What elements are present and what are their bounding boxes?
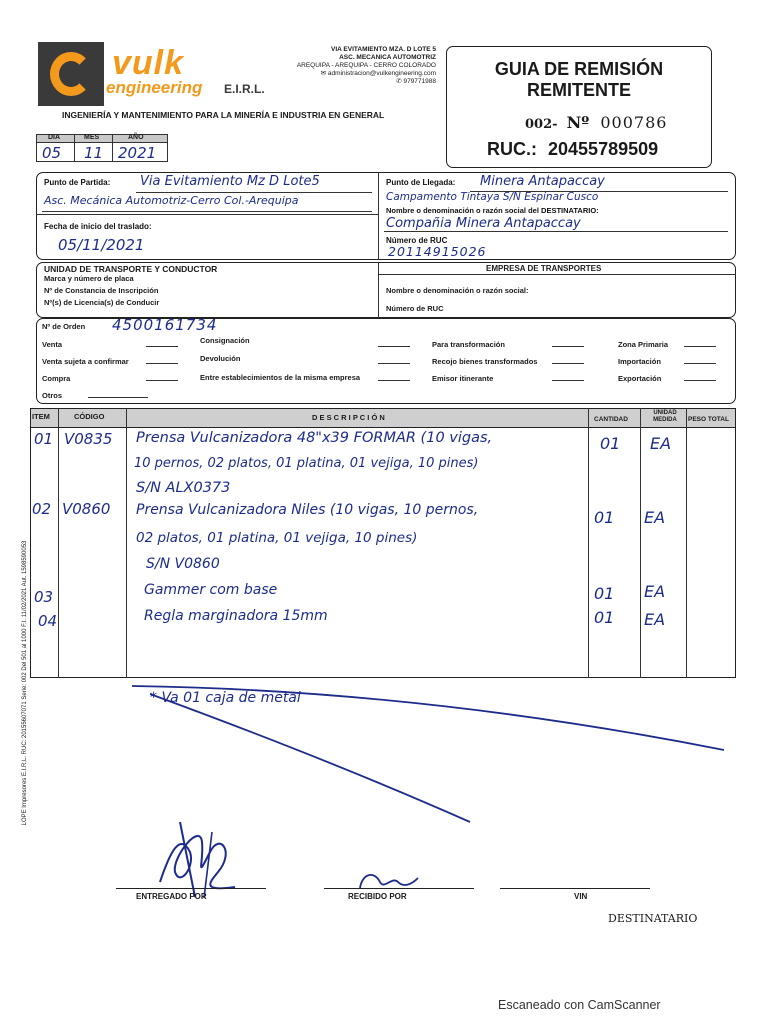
zona-primaria-label: Zona Primaria	[618, 340, 669, 349]
row-3-desc-1: Gammer com base	[144, 582, 278, 598]
compra-label: Compra	[42, 374, 71, 383]
licencia-label: Nº(s) de Licencia(s) de Conducir	[44, 298, 160, 307]
fecha-value: 05/11/2021	[58, 236, 145, 254]
phone-icon: ✆	[396, 78, 404, 85]
entregado-label: ENTREGADO POR	[136, 892, 207, 901]
row-2-cantidad: 01	[594, 508, 615, 527]
row-1-codigo: V0835	[64, 430, 113, 448]
venta-label: Venta	[42, 340, 63, 349]
recibido-label: RECIBIDO POR	[348, 892, 407, 901]
header-item: ITEM	[32, 412, 50, 421]
logo-word-2: engineering	[106, 78, 203, 97]
company-tagline: INGENIERÍA Y MANTENIMIENTO PARA LA MINERÍA E INDUSTRIA EN GENERAL	[62, 110, 385, 120]
row-4-cantidad: 01	[594, 608, 615, 627]
mes-label: MES	[84, 134, 100, 141]
llegada-line-1: Minera Antapaccay	[480, 174, 605, 189]
destinatario-value: Compañia Minera Antapaccay	[386, 216, 581, 231]
header-descripcion: D E S C R I P C I Ó N	[312, 413, 385, 422]
partida-label: Punto de Partida:	[44, 178, 111, 187]
number-sign: Nº	[566, 113, 590, 132]
empresa-nombre-label: Nombre o denominación o razón social:	[386, 286, 529, 295]
row-1-cantidad: 01	[600, 434, 621, 453]
row-1-desc-3: S/N ALX0373	[136, 480, 231, 496]
row-2-unidad: EA	[644, 508, 666, 527]
ruc-destinatario-value: 20114915026	[388, 244, 487, 259]
side-print: LOPE Impresores E.I.R.L. RUC: 20155607071 Serie: 002 Del 501 al 1000 F.I. 11/02/2021 Aut. 1598590053	[22, 540, 28, 826]
importacion-label: Importación	[618, 357, 661, 366]
row-4-desc-1: Regla marginadora 15mm	[144, 608, 328, 624]
row-3-item: 03	[34, 588, 54, 606]
row-2-codigo: V0860	[62, 500, 111, 518]
copy-label: DESTINATARIO	[608, 912, 698, 925]
address-line-3: AREQUIPA - AREQUIPA - CERRO COLORADO	[296, 62, 436, 69]
mail-icon: ✉	[320, 70, 328, 77]
row-4-item: 04	[38, 612, 58, 630]
inscripcion-label: Nº de Constancia de Inscripción	[44, 286, 159, 295]
empresa-ruc-label: Número de RUC	[386, 304, 444, 313]
llegada-label: Punto de Llegada:	[386, 178, 456, 187]
date-anio: 2021	[118, 144, 157, 162]
row-1-desc-1: Prensa Vulcanizadora 48"x39 FORMAR (10 vigas,	[136, 430, 493, 446]
serie: 002-	[525, 117, 558, 132]
partida-line-2: Asc. Mecánica Automotriz-Cerro Col.-Arequipa	[44, 194, 299, 207]
document-title: GUIA DE REMISIÓN	[494, 59, 664, 79]
ruc-value: 20455789509	[548, 139, 659, 159]
vin-label: VIN	[574, 892, 588, 901]
orden-label: Nº de Orden	[42, 322, 86, 331]
marca-label: Marca y número de placa	[44, 274, 134, 283]
consignacion-label: Consignación	[200, 336, 250, 345]
empresa-title: EMPRESA DE TRANSPORTES	[486, 264, 602, 273]
address-line-2: ASC. MECANICA AUTOMOTRIZ	[339, 54, 436, 61]
devolucion-label: Devolución	[200, 354, 241, 363]
address-line-1: VIA EVITAMIENTO MZA. D LOTE 5	[331, 46, 436, 53]
document-subtitle: REMITENTE	[526, 80, 631, 100]
row-2-desc-3: S/N V0860	[146, 556, 220, 572]
entre-establecimientos-label: Entre establecimientos de la misma empresa	[200, 373, 361, 382]
ruc-destinatario-label: Número de RUC	[386, 236, 448, 245]
row-2-item: 02	[32, 500, 52, 518]
emisor-label: Emisor itinerante	[432, 374, 494, 383]
partida-line-1: Via Evitamiento Mz D Lote5	[140, 174, 320, 189]
anio-label: AÑO	[128, 134, 144, 141]
row-3-unidad: EA	[644, 582, 666, 601]
company-phone: ✆ 979771988	[396, 78, 436, 85]
recojo-label: Recojo bienes transformados	[432, 357, 538, 366]
row-1-desc-2: 10 pernos, 02 platos, 01 platina, 01 vejiga, 10 pines)	[134, 456, 479, 471]
row-4-unidad: EA	[644, 610, 666, 629]
row-3-cantidad: 01	[594, 584, 615, 603]
number-value: 000786	[600, 113, 668, 132]
unidad-title: UNIDAD DE TRANSPORTE Y CONDUCTOR	[44, 264, 218, 274]
header-cantidad: CANTIDAD	[594, 416, 628, 423]
dia-label: DIA	[48, 134, 61, 141]
row-1-unidad: EA	[650, 434, 672, 453]
llegada-line-2: Campamento Tintaya S/N Espinar Cusco	[386, 191, 599, 203]
header-peso: PESO TOTAL	[688, 416, 729, 423]
row-1-item: 01	[34, 430, 54, 448]
venta-confirmar-label: Venta sujeta a confirmar	[42, 357, 129, 366]
row-2-desc-2: 02 platos, 01 platina, 01 vejiga, 10 pines)	[136, 530, 418, 546]
logo-suffix: E.I.R.L.	[224, 82, 265, 96]
header-codigo: CÓDIGO	[74, 412, 105, 421]
orden-value: 4500161734	[112, 316, 218, 334]
company-email: ✉ administracion@vulkengineering.com	[320, 70, 436, 77]
destinatario-label: Nombre o denominación o razón social del DESTINATARIO:	[386, 206, 599, 215]
date-dia: 05	[42, 144, 62, 162]
exportacion-label: Exportación	[618, 374, 662, 383]
para-transformacion-label: Para transformación	[432, 340, 505, 349]
otros-label: Otros	[42, 391, 63, 400]
scanner-watermark: Escaneado con CamScanner	[498, 998, 661, 1012]
row-2-desc-1: Prensa Vulcanizadora Niles (10 vigas, 10 pernos,	[136, 502, 479, 518]
ruc-label: RUC.:	[487, 139, 537, 159]
fecha-label: Fecha de inicio del traslado:	[44, 222, 152, 231]
date-mes: 11	[84, 144, 104, 162]
note-text: * Va 01 caja de metal	[150, 690, 301, 706]
logo-word: vulk	[112, 44, 185, 82]
header-unidad: UNIDAD MEDIDA	[653, 410, 677, 423]
